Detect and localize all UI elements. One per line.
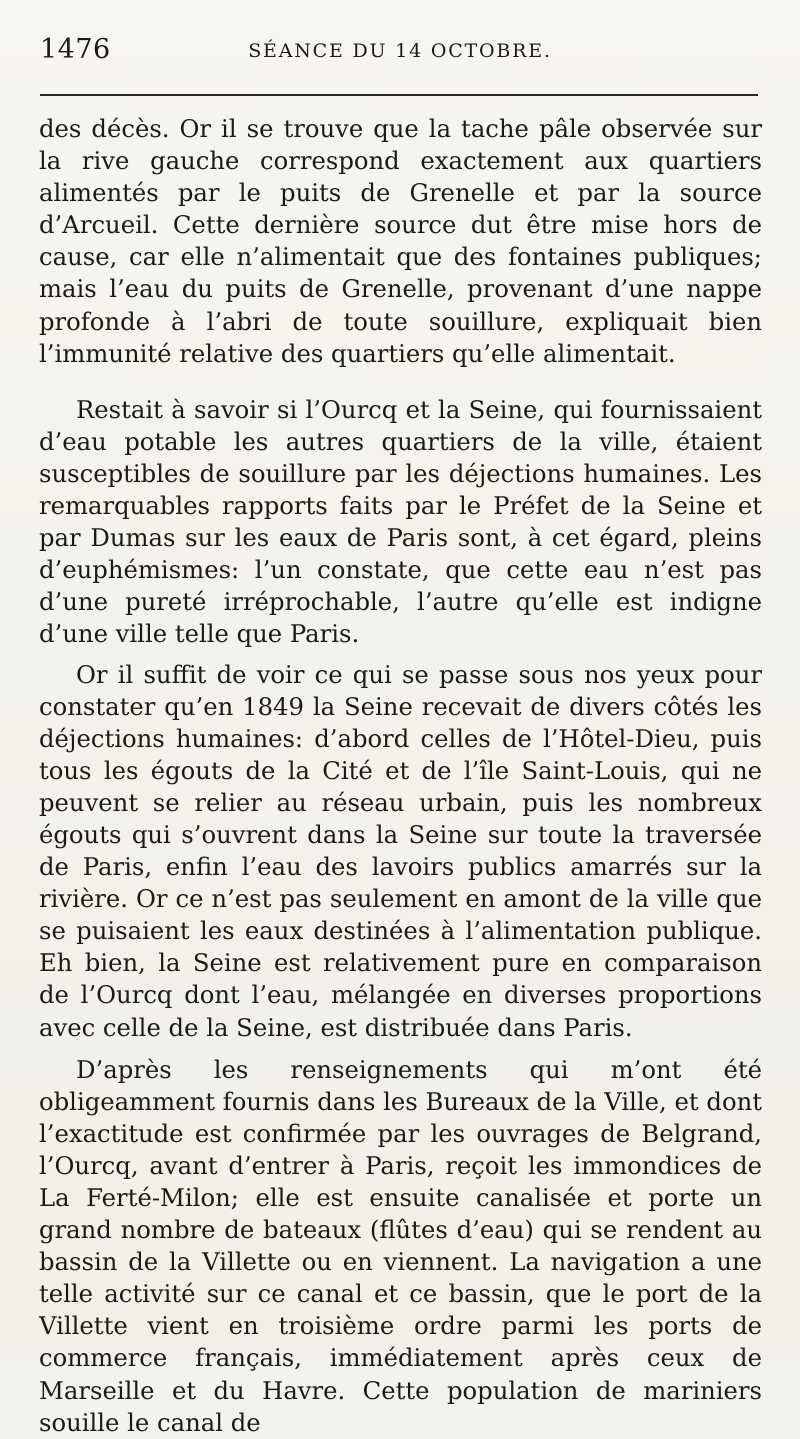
paragraph-2: Restait à savoir si l’Ourcq et la Seine, qui fournissaient d’eau potable les autres quartiers de la ville, étaient susceptibles de souillure par les déjections humaines. Les remarquables rapports faits par le Préfet de la Seine et par Dumas sur les eaux de Paris sont, à cet égard, pleins d’euphémismes: l’un constate, que cette eau n’est pas d’une pureté irréprochable, l’autre qu’elle est indigne d’une ville telle que Paris.: [39, 394, 762, 649]
paragraph-1: des décès. Or il se trouve que la tache pâle observée sur la rive gauche correspond exactement aux quartiers alimentés par le puits de Grenelle et par la source d’Arcueil. Cette dernière source dut être mise hors de cause, car elle n’alimentait que des fontaines publiques; mais l’eau du puits de Grenelle, provenant d’une nappe profonde à l’abri de toute souillure, expliquait bien l’immunité relative des quartiers qu’elle alimentait.: [39, 114, 762, 368]
running-title: SÉANCE DU 14 OCTOBRE.: [248, 40, 552, 62]
running-head: [40, 30, 760, 70]
body-text: [39, 113, 762, 1439]
paragraph-3: Or il suffit de voir ce qui se passe sous nos yeux pour constater qu’en 1849 la Seine recevait de divers côtés les déjections humaines: d’abord celles de l’Hôtel-Dieu, puis tous les égouts de la Cité et de l’île Saint-Louis, qui ne peuvent se relier au réseau urbain, puis les nombreux égouts qui s’ouvrent dans la Seine sur toute la traversée de Paris, enfin l’eau des lavoirs publics amarrés sur la rivière. Or ce n’est pas seulement en amont de la ville que se puisaient les eaux destinées à l’alimentation publique. Eh bien, la Seine est relativement pure en comparaison de l’Ourcq dont l’eau, mélangée en diverses proportions avec celle de la Seine, est distribuée dans Paris.: [39, 659, 762, 1042]
header-rule: [40, 94, 758, 96]
page-number: 1476: [40, 34, 111, 65]
paragraph-4: D’après les renseignements qui m’ont été obligeamment fournis dans les Bureaux de la Ville, et dont l’exactitude est confirmée par les ouvrages de Belgrand, l’Ourcq, avant d’entrer à Paris, reçoit les immondices de La Ferté-Milon; elle est ensuite canalisée et porte un grand nombre de bateaux (flûtes d’eau) qui se rendent au bassin de la Villette ou en viennent. La navigation a une telle activité sur ce canal et ce bassin, que le port de la Villette vient en troisième ordre parmi les ports de commerce français, immédiatement après ceux de Marseille et du Havre. Cette population de mariniers souille le canal de: [39, 1054, 762, 1437]
